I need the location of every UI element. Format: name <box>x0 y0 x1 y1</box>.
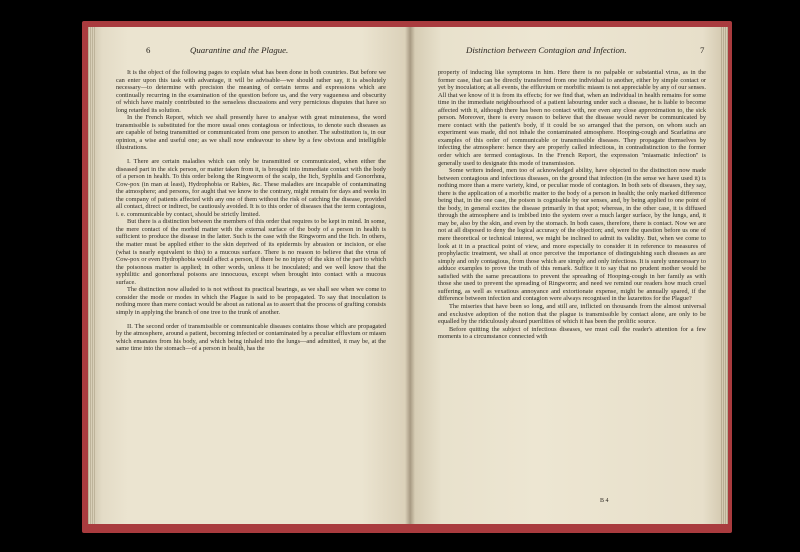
paragraph: The miseries that have been so long, and still are, inflicted on thousands from the almost universal and exclusive adoption of the notion that the plague is transmissible by contact alone, are only to be equalled by the ridiculously absurd puerilities of which it has been the prolific source. <box>438 302 706 326</box>
left-page-number: 6 <box>146 45 151 55</box>
right-page <box>410 27 728 524</box>
paragraph: Some writers indeed, men too of acknowledged ability, have objected to the distinction now made between contagious and infectious diseases, on the ground that infection (in the sense we have used it) is nothing more than a mere variety, kind, or peculiar mode of contagion. In both sets of diseases, they say, there is the application of a morbific matter to the body of a person in health; the only marked difference being that, in the one case, the poison is cognisable by our senses, and, by being applied to one point of the body, in general excites the disease primarily in that spot; whereas, in the other case, it is diffused through the atmosphere and is imbibed into the system over a much larger surface, by the lungs, and, it may be, also by the skin, and even by the stomach. In both cases, therefore, there is contact. Now we are not at all disposed to deny the logical accuracy of the objection; and, were the question before us one of mere theoretical or technical interest, we might be inclined to admit its validity. But, when we come to look at it in a practical point of view, and more especially to consider it in reference to measures of prophylactic treatment, we shall at once perceive the importance of distinguishing such diseases as are simply and only contagious, from those which are simply and only infectious. It is surely unnecessary to adduce examples to prove the truth of this remark. Suffice it to say that no prudent mother would be satisfied with the same precautions to prevent the spreading of Hooping-cough in her family as with those she used to prevent the spreading of Ringworm; and need we remind our readers how much cruel suffering, as well as vexatious annoyance and extortionate expense, might be annually spared, if the difference between infection and contagion were always recognised in the lazarettos for the Plague? <box>438 167 706 303</box>
paragraph: property of inducing like symptoms in him. Here there is no palpable or substantial virus, as in the former case, that can be directly transferred from one individual to another, either by simple contact or yet by inoculation; at all events, the effluvium or morbific miasm is not appreciable by any of our senses. All that we know of it is from its effects; for we find that, when an individual in health remains for some time in the immediate neighbourhood of a patient labouring under such a disease, he is liable to become affected with it, although there has been no contact with, nor even any close approximation to, the sick person. Moreover, there is every reason to believe that the disease would never be communicated by mere contact with the patient's body, if it could be so arranged that the person, on whom such an experiment was made, did not inhale the contaminated atmosphere. Hooping-cough and Scarlatina are examples of this order of communicable or transmissible diseases. They propagate themselves by infecting the atmosphere: hence they are properly called infectious, in contradistinction to the former order which are termed contagious. In the French Report, the expression "miasmatic infection" is generally used to designate this mode of transmission. <box>438 69 706 167</box>
signature-mark: B 4 <box>600 498 609 504</box>
left-page-body <box>116 69 386 353</box>
paragraph: Before quitting the subject of infectious diseases, we must call the reader's attention for a few moments to a circumstance connected with <box>438 325 706 341</box>
right-running-title: Distinction between Contagion and Infection. <box>466 45 627 55</box>
paragraph: I. There are certain maladies which can only be transmitted or communicated, when either the diseased part in the sick person, or matter taken from it, is brought into immediate contact with the body of a person in health. To this order belong the Ringworm of the scalp, the Itch, Syphilis and Gonorrhœa, Cow-pox (in man at least), Hydrophobia or Rabies, &c. These maladies are incapable of contaminating the atmosphere; and persons, for aught that we know to the contrary, might remain for days and weeks in the company of patients affected with any one of them without the risk of catching the disease, provided all contact, direct or indirect, be cautiously avoided. It is to this order of diseases that the term contagious, i. e. communicable by contact, should be strictly limited. <box>116 158 386 218</box>
left-page-edges <box>88 27 96 524</box>
right-page-number: 7 <box>700 45 705 55</box>
book-gutter <box>405 27 415 524</box>
right-page-edges <box>720 27 728 524</box>
paragraph: In the French Report, which we shall presently have to analyse with great minuteness, the word transmissible is substituted for the more usual ones contagious or infectious, to denote such diseases as are capable of being transmitted or communicated from one person to another. The substitution is, in our opinion, a wise and useful one; as we shall now endeavour to shew by a few obvious and intelligible illustrations. <box>116 114 386 152</box>
right-page-body <box>438 69 706 341</box>
paragraph: II. The second order of transmissible or communicable diseases contains those which are propagated by the atmosphere, around a patient, becoming infected or contaminated by a peculiar effluvium or miasm which emanates from his body, and which being inhaled into the lungs—and admitted, it may be, at the same time into the stomach—of a person in health, has the <box>116 322 386 353</box>
paragraph: The distinction now alluded to is not without its practical bearings, as we shall see when we come to consider the mode or modes in which the Plague is said to be propagated. To say that inoculation is nothing more than mere contact would be about as rational as to assert that the process of grafting consists simply in applying the branch of one tree to the trunk of another. <box>116 286 386 316</box>
left-page <box>88 27 410 524</box>
left-running-title: Quarantine and the Plague. <box>190 45 289 55</box>
paragraph: It is the object of the following pages to explain what has been done in both countries. But before we can enter upon this task with advantage, it will be advisable—we should rather say, it is absolutely necessary—to determine with precision the meaning of certain terms and expressions which are continually recurring in the examination of the question before us, and the very vagueness and obscurity of which have mainly contributed to the senseless discussions and very pernicious disputes that have so long retarded its solution. <box>116 69 386 114</box>
paragraph: But there is a distinction between the members of this order that requires to be kept in mind. In some, the mere contact of the morbid matter with the external surface of the body of a person in health is sufficient to produce the disease in the latter. Such is the case with the Ringworm and the Itch. In others, the matter must be applied either to the skin deprived of its epidermis by abrasion or incision, or else (what is nearly equivalent to this) to a mucous surface. There is no reason to believe that the virus of Cow-pox or even Hydrophobia would affect a person, if there be no injury of the skin of the part to which the poisonous matter is applied; in other words, unless it be inoculated; and we well know that the syphilitic and gonorrhœal poisons are innocuous, except when brought into contact with a mucous surface. <box>116 218 386 286</box>
